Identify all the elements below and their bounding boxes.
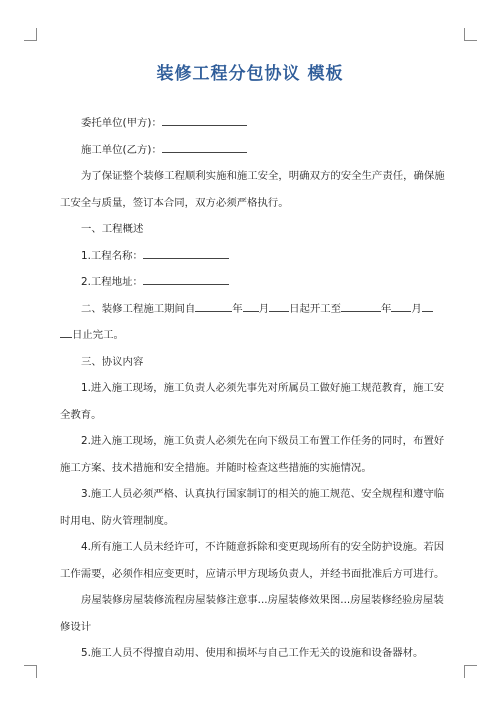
contractor-blank — [162, 142, 247, 153]
project-name-blank — [143, 248, 229, 259]
crop-mark-bottom-right — [464, 665, 477, 678]
inserted-keywords: 房屋装修房屋装修流程房屋装修注意事...房屋装修效果图...房屋装修经验房屋装修设计 — [60, 594, 444, 633]
clause-5: 5.施工人员不得擅自动用、使用和损坏与自己工作无关的设施和设备器材。 — [81, 647, 424, 659]
client-blank — [162, 115, 247, 126]
period-start-word: 日起开工至 — [289, 302, 342, 315]
end-day-blank-b — [60, 327, 72, 338]
period-year-word: 年 — [232, 302, 243, 315]
start-day-blank — [269, 301, 289, 312]
crop-mark-top-right — [464, 28, 477, 41]
document-title: 装修工程分包协议 模板 — [156, 64, 344, 84]
client-label: 委托单位(甲方)： — [81, 117, 162, 129]
period-month-word: 月 — [258, 302, 270, 315]
crop-mark-bottom-left — [24, 665, 37, 678]
clause-4: 4.所有施工人员未经许可，不许随意拆除和变更现场所有的安全防护设施。若因工作需要，必须作相应变更时，应请示甲方现场负责人，并经书面批准后方可进行。 — [60, 541, 445, 580]
end-day-blank-a — [422, 301, 433, 312]
end-year-blank — [341, 301, 381, 312]
project-name-line — [60, 243, 446, 270]
period-year-word-2: 年 — [381, 302, 392, 315]
crop-mark-top-left — [24, 28, 37, 41]
section3-heading: 三、协议内容 — [81, 355, 144, 368]
period-end-suffix: 日止完工。 — [72, 329, 124, 341]
project-address-line — [60, 269, 446, 296]
project-address-blank — [143, 274, 229, 285]
end-month-blank — [391, 301, 411, 312]
clause-1: 1.进入施工现场，施工负责人必须先事先对所属员工做好施工规范教育，施工安全教育。 — [60, 382, 445, 421]
client-line — [60, 110, 446, 137]
intro-paragraph: 为了保证整个装修工程顺利实施和施工安全，明确双方的安全生产责任，确保施工安全与质量，签订本合同，双方必须严格执行。 — [60, 170, 445, 209]
project-name-label: 1.工程名称： — [81, 249, 143, 262]
start-month-blank — [243, 301, 259, 312]
start-year-blank — [195, 301, 232, 312]
project-address-label: 2.工程地址： — [81, 276, 143, 288]
clause-3: 3.施工人员必须严格、认真执行国家制订的相关的施工规范、安全规程和遵守临时用电、防火管理制度。 — [60, 488, 445, 527]
contractor-label: 施工单位(乙方)： — [81, 143, 162, 156]
period-prefix: 二、装修工程施工期间自 — [81, 302, 196, 315]
clause-2: 2.进入施工现场，施工负责人必须先在向下级员工布置工作任务的同时，布置好施工方案、技术措施和安全措施。并随时检查这些措施的实施情况。 — [60, 435, 445, 474]
document-body — [60, 110, 446, 667]
period-month-word-2: 月 — [411, 302, 422, 315]
period-paragraph — [60, 296, 446, 349]
section1-heading: 一、工程概述 — [81, 223, 144, 235]
contractor-line — [60, 137, 446, 164]
